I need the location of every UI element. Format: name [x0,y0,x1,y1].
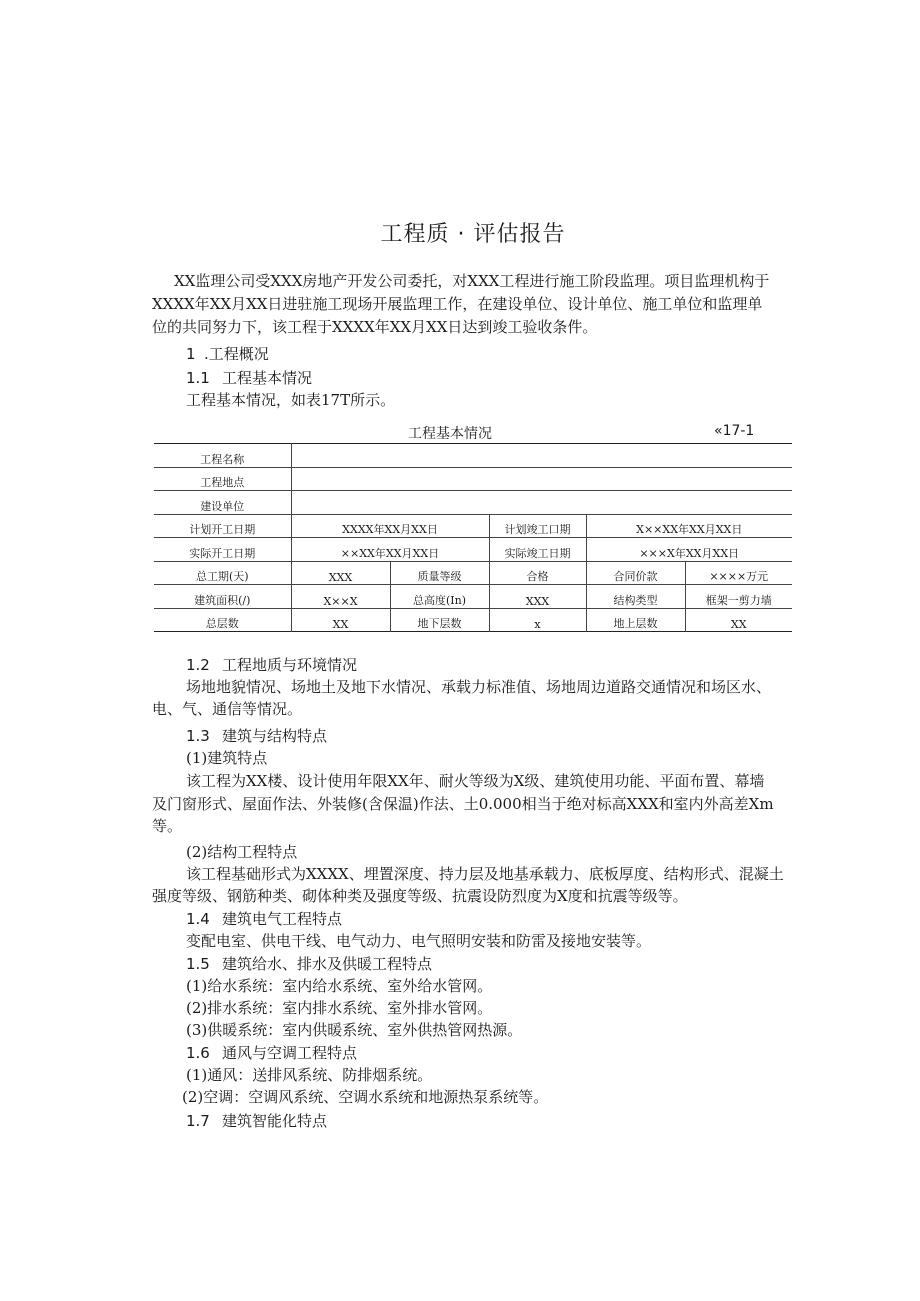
table-value [291,467,792,491]
section-number: 1.5 [186,955,210,973]
section-1-1-heading [186,367,312,390]
table-value: X××XX年XX月XX日 [586,514,792,538]
section-title: 建筑与结构特点 [222,727,328,745]
section-title: 通风与空调工程特点 [222,1044,358,1062]
table-cell: XXX [291,561,390,585]
list-item: (1)给水系统：室内给水系统、室外给水管网。 [186,977,493,995]
section-1-4-text: 变配电室、供电干线、电气动力、电气照明安装和防雷及接地安装等。 [186,932,652,950]
table-cell: x [489,608,586,632]
section-number: 1.6 [186,1044,210,1062]
intro-line-2: XXXX年XX月XX日进驻施工现场开展监理工作，在建设单位、设计单位、施工单位和监理单 [152,295,763,313]
table-label: 工程名称 [154,444,291,468]
table-row [154,608,792,632]
table-label: 建设单位 [154,491,291,515]
section-title: .工程概况 [204,345,269,363]
intro-line-1: XX监理公司受XXX房地产开发公司委托，对XXX工程进行施工阶段监理。项目监理机构于 [174,272,770,290]
table-value [291,491,792,515]
subsection-heading: (2)结构工程特点 [186,843,298,861]
page-title: 工程质 · 评估报告 [380,222,566,247]
section-number: 1.1 [186,369,210,387]
table-value: XXXX年XX月XX日 [291,514,489,538]
intro-line-3: 位的共同努力下，该工程于XXXX年XX月XX日达到竣工验收条件。 [152,318,598,336]
section-1-2-heading [186,654,357,677]
table-label: 实际开工日期 [154,538,291,562]
section-1-3-sub2-line-2: 强度等级、钢筋种类、砌体种类及强度等级、抗震设防烈度为X度和抗震等级等。 [152,887,688,905]
section-1-4-heading [186,908,342,931]
table-row [154,444,792,468]
table-cell: XXX [489,585,586,609]
section-number: 1.7 [186,1112,210,1130]
section-title: 工程地质与环境情况 [222,656,358,674]
section-title: 建筑给水、排水及供暖工程特点 [222,955,433,973]
section-title: 工程基本情况 [222,369,313,387]
list-item: (2)排水系统：室内排水系统、室外排水管网。 [186,999,493,1017]
table-cell: 总工期(天) [154,561,291,585]
table-row [154,561,792,585]
table-cell: 地下层数 [390,608,489,632]
section-1-5-heading [186,953,432,976]
table-cell: 建筑面积(/) [154,585,291,609]
project-info-table [154,443,792,632]
section-1-3-sub1-line-2: 及门窗形式、屋面作法、外装修(含保温)作法、土0.000相当于绝对标高XXX和室内外高差Xm [152,795,774,813]
table-cell: 框架一剪力墙 [685,585,792,609]
table-row [154,467,792,491]
section-1-7-heading [186,1110,327,1133]
table-cell: XX [291,608,390,632]
table-row [154,538,792,562]
table-cell: 地上层数 [586,608,685,632]
section-number: 1.4 [186,910,210,928]
table-cell: X××X [291,585,390,609]
section-title: 建筑电气工程特点 [222,910,343,928]
section-number: 1.2 [186,656,210,674]
table-cell: ××××万元 [685,561,792,585]
section-1-3-heading [186,725,327,748]
table-label: 计划开工日期 [154,514,291,538]
table-label: 工程地点 [154,467,291,491]
section-1-6-heading [186,1042,357,1065]
section-1-3-sub1-line-1: 该工程为XX楼、设计使用年限XX年、耐火等级为X级、建筑使用功能、平面布置、幕墙 [186,772,765,790]
list-item: (2)空调：空调风系统、空调水系统和地源热泵系统等。 [182,1088,549,1106]
table-cell: XX [685,608,792,632]
section-1-3-sub2-line-1: 该工程基础形式为XXXX、埋置深度、持力层及地基承载力、底板厚度、结构形式、混凝土 [186,865,784,883]
section-1-1-text: 工程基本情况，如表17T所示。 [186,391,396,409]
table-value [291,444,792,468]
table-caption: 工程基本情况 [408,426,492,442]
table-label: 计划竣工口期 [489,514,586,538]
table-number: «17-1 [714,423,755,439]
section-1-2-line-2: 电、气、通信等情况。 [152,700,303,718]
list-item: (1)通风：送排风系统、防排烟系统。 [186,1066,433,1084]
table-row [154,514,792,538]
section-1-heading [186,343,269,366]
table-cell: 总高度(In) [390,585,489,609]
table-value: ××XX年XX月XX日 [291,538,489,562]
section-number: 1.3 [186,727,210,745]
table-row [154,585,792,609]
section-1-3-sub1-line-3: 等。 [152,817,183,835]
table-label: 实际竣工日期 [489,538,586,562]
table-cell: 合同价款 [586,561,685,585]
subsection-heading: (1)建筑特点 [186,749,268,767]
table-cell: 结构类型 [586,585,685,609]
section-number: 1 [186,345,196,363]
section-1-2-line-1: 场地地貌情况、场地土及地下水情况、承载力标准值、场地周边道路交通情况和场区水、 [186,678,772,696]
table-value: ×××X年XX月XX日 [586,538,792,562]
table-row [154,491,792,515]
table-cell: 总层数 [154,608,291,632]
list-item: (3)供暖系统：室内供暖系统、室外供热管网热源。 [186,1021,523,1039]
table-cell: 质量等级 [390,561,489,585]
table-cell: 合格 [489,561,586,585]
section-title: 建筑智能化特点 [222,1112,328,1130]
